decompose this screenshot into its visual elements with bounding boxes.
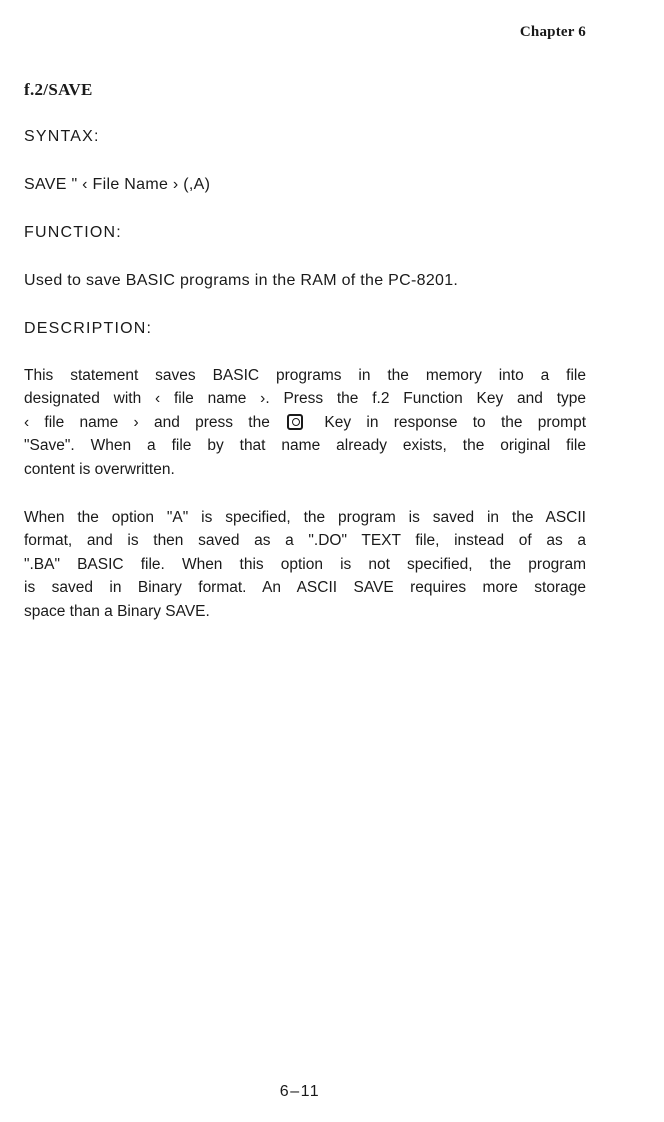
syntax-label: SYNTAX: [24, 128, 100, 145]
paragraph-line: designated with ‹ file name ›. Press the f.2 Function Key and type [24, 390, 586, 408]
page-number: 6–11 [279, 1083, 321, 1100]
paragraph-line: "Save". When a file by that name already exists, the original file [24, 437, 586, 455]
paragraph-line: When the option "A" is specified, the program is saved in the ASCII [24, 509, 586, 526]
return-key-icon [287, 414, 303, 430]
paragraph-line: content is overwritten. [24, 460, 175, 478]
description-paragraph-2 [24, 506, 586, 623]
paragraph-line: format, and is then saved as a ".DO" TEXT file, instead of as a [24, 532, 586, 550]
paragraph-line: is saved in Binary format. An ASCII SAVE requires more storage [24, 579, 586, 597]
description-label: DESCRIPTION: [24, 320, 153, 337]
paragraph-line: space than a Binary SAVE. [24, 602, 210, 620]
function-text: Used to save BASIC programs in the RAM of the PC-8201. [24, 272, 459, 289]
paragraph-line: ".BA" BASIC file. When this option is not specified, the program [24, 555, 586, 573]
paragraph-line-part: ‹ file name › and press the [24, 413, 270, 431]
paragraph-line: This statement saves BASIC programs in the memory into a file [24, 367, 586, 384]
description-paragraph-1 [24, 364, 586, 481]
function-label: FUNCTION: [24, 224, 122, 241]
chapter-header: Chapter 6 [519, 24, 586, 40]
syntax-text: SAVE " ‹ File Name › (,A) [24, 176, 211, 193]
paragraph-line-part: Key in response to the prompt [324, 413, 587, 431]
section-title: f.2/SAVE [24, 80, 93, 99]
paragraph-line-with-key [24, 411, 586, 434]
